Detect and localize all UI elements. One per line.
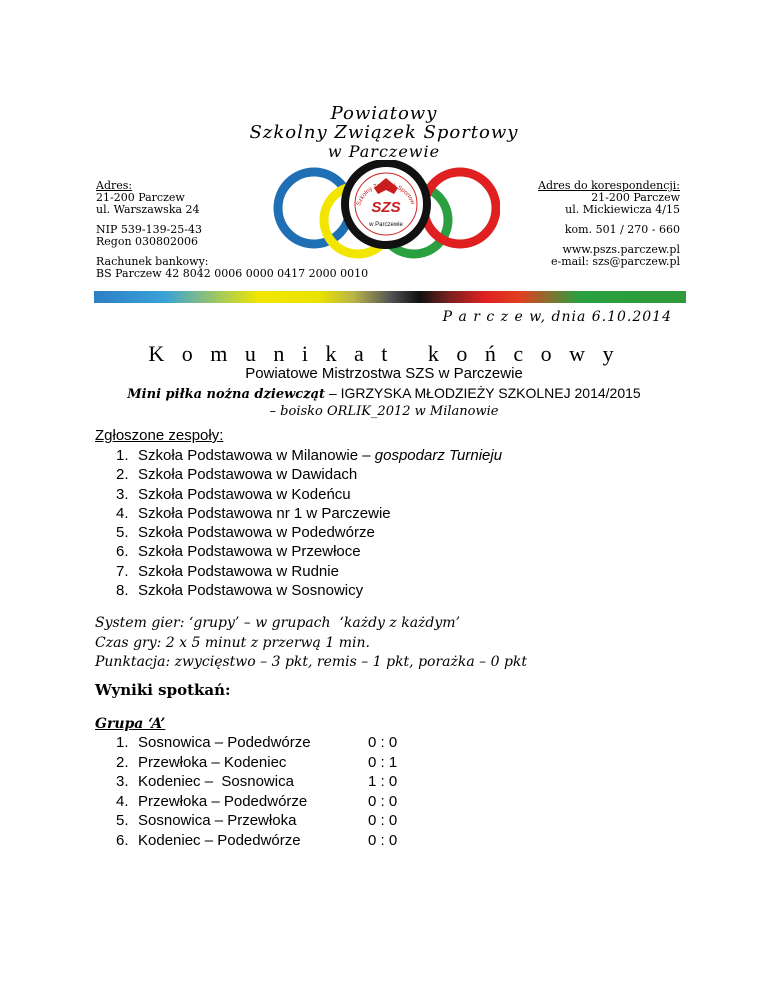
ring-red [424, 172, 496, 244]
results-heading: Wyniki spotkań: [95, 681, 231, 699]
table-row: 4. Przewłoka – Podedwórze 0 : 0 [116, 792, 408, 812]
correspondence-label: Adres do korespondencji: [538, 179, 680, 192]
website-link[interactable]: www.pszs.parczew.pl [562, 243, 680, 256]
logo-ring-text: Szkolny Związek Sportow [356, 182, 416, 207]
score: 0 : 0 [368, 812, 398, 829]
matches-list [116, 733, 408, 850]
org-name-line-2: Szkolny Związek Sportowy [249, 122, 519, 143]
score: 0 : 0 [368, 734, 398, 751]
nip: NIP 539-139-25-43 [96, 223, 203, 236]
rule-system: System gier: ‘grupy’ – w grupach ‘każdy z każdym’ [95, 615, 461, 631]
organization-name [0, 104, 768, 161]
regon: Regon 030802006 [96, 235, 199, 248]
table-row: 1. Sosnowica – Podedwórze 0 : 0 [116, 733, 408, 753]
list-item: 6. Szkoła Podstawowa w Przewłoce [116, 543, 361, 561]
account-number: BS Parczew 42 8042 0006 0000 0417 2000 0010 [96, 267, 369, 280]
teams-heading: Zgłoszone zespoły: [95, 427, 224, 444]
header-right-info [538, 180, 680, 268]
logo-center-text: SZS [371, 199, 401, 216]
color-stripe-divider [94, 291, 686, 303]
list-item: 7. Szkoła Podstawowa w Rudnie [116, 562, 339, 580]
list-item: 4. Szkoła Podstawowa nr 1 w Parczewie [116, 504, 391, 522]
account-label: Rachunek bankowy: [96, 255, 209, 268]
table-row: 6. Kodeniec – Podedwórze 0 : 0 [116, 831, 408, 851]
table-row: 5. Sosnowica – Przewłoka 0 : 0 [116, 811, 408, 831]
championship-subtitle: Powiatowe Mistrzostwa SZS w Parczewie [245, 365, 523, 382]
address-line-1: 21-200 Parczew [96, 191, 185, 204]
org-name-line-1: Powiatowy [330, 103, 438, 124]
game-rules [95, 614, 527, 673]
document-date: P a r c z e w, dnia 6.10.2014 [442, 309, 672, 325]
event-line [0, 385, 768, 402]
group-heading: Grupa ‘A’ [95, 716, 166, 732]
logo-bottom-text: w Parczewie [369, 222, 403, 228]
host-note: gospodarz Turnieju [374, 447, 503, 464]
phone: kom. 501 / 270 - 660 [564, 223, 680, 236]
list-item: 1. Szkoła Podstawowa w Milanowie – gospodarz Turnieju [116, 447, 503, 464]
list-item: 8. Szkoła Podstawowa w Sosnowicy [116, 582, 364, 600]
address-line-2: ul. Warszawska 24 [96, 203, 200, 216]
venue-line: – boisko ORLIK_2012 w Milanowie [269, 404, 499, 419]
org-name-line-3: w Parczewie [327, 142, 441, 161]
list-item: 3. Szkoła Podstawowa w Kodeńcu [116, 485, 351, 503]
rule-time: Czas gry: 2 x 5 minut z przerwą 1 min. [95, 634, 370, 651]
address-label: Adres: [96, 179, 133, 192]
score: 1 : 0 [368, 773, 398, 790]
rule-scoring: Punktacja: zwycięstwo – 3 pkt, remis – 1 pkt, porażka – 0 pkt [95, 654, 528, 670]
event-name: – IGRZYSKA MŁODZIEŻY SZKOLNEJ 2014/2015 [325, 385, 641, 401]
document-title: K o m u n i k a t k o ń c o w y [148, 341, 620, 366]
correspondence-line-1: 21-200 Parczew [591, 191, 680, 204]
score: 0 : 0 [368, 831, 398, 849]
teams-list [116, 446, 502, 600]
correspondence-line-2: ul. Mickiewicza 4/15 [565, 203, 680, 216]
list-item: 5. Szkoła Podstawowa w Podedwórze [116, 524, 375, 542]
event-discipline: Mini piłka nożna dziewcząt [127, 387, 326, 402]
header-left-info [96, 180, 368, 280]
table-row: 3. Kodeniec – Sosnowica 1 : 0 [116, 772, 408, 792]
score: 0 : 1 [368, 753, 398, 771]
table-row: 2. Przewłoka – Kodeniec 0 : 1 [116, 753, 408, 773]
email-link[interactable]: e-mail: szs@parczew.pl [550, 255, 680, 268]
list-item: 2. Szkoła Podstawowa w Dawidach [116, 466, 358, 484]
score: 0 : 0 [368, 792, 398, 810]
